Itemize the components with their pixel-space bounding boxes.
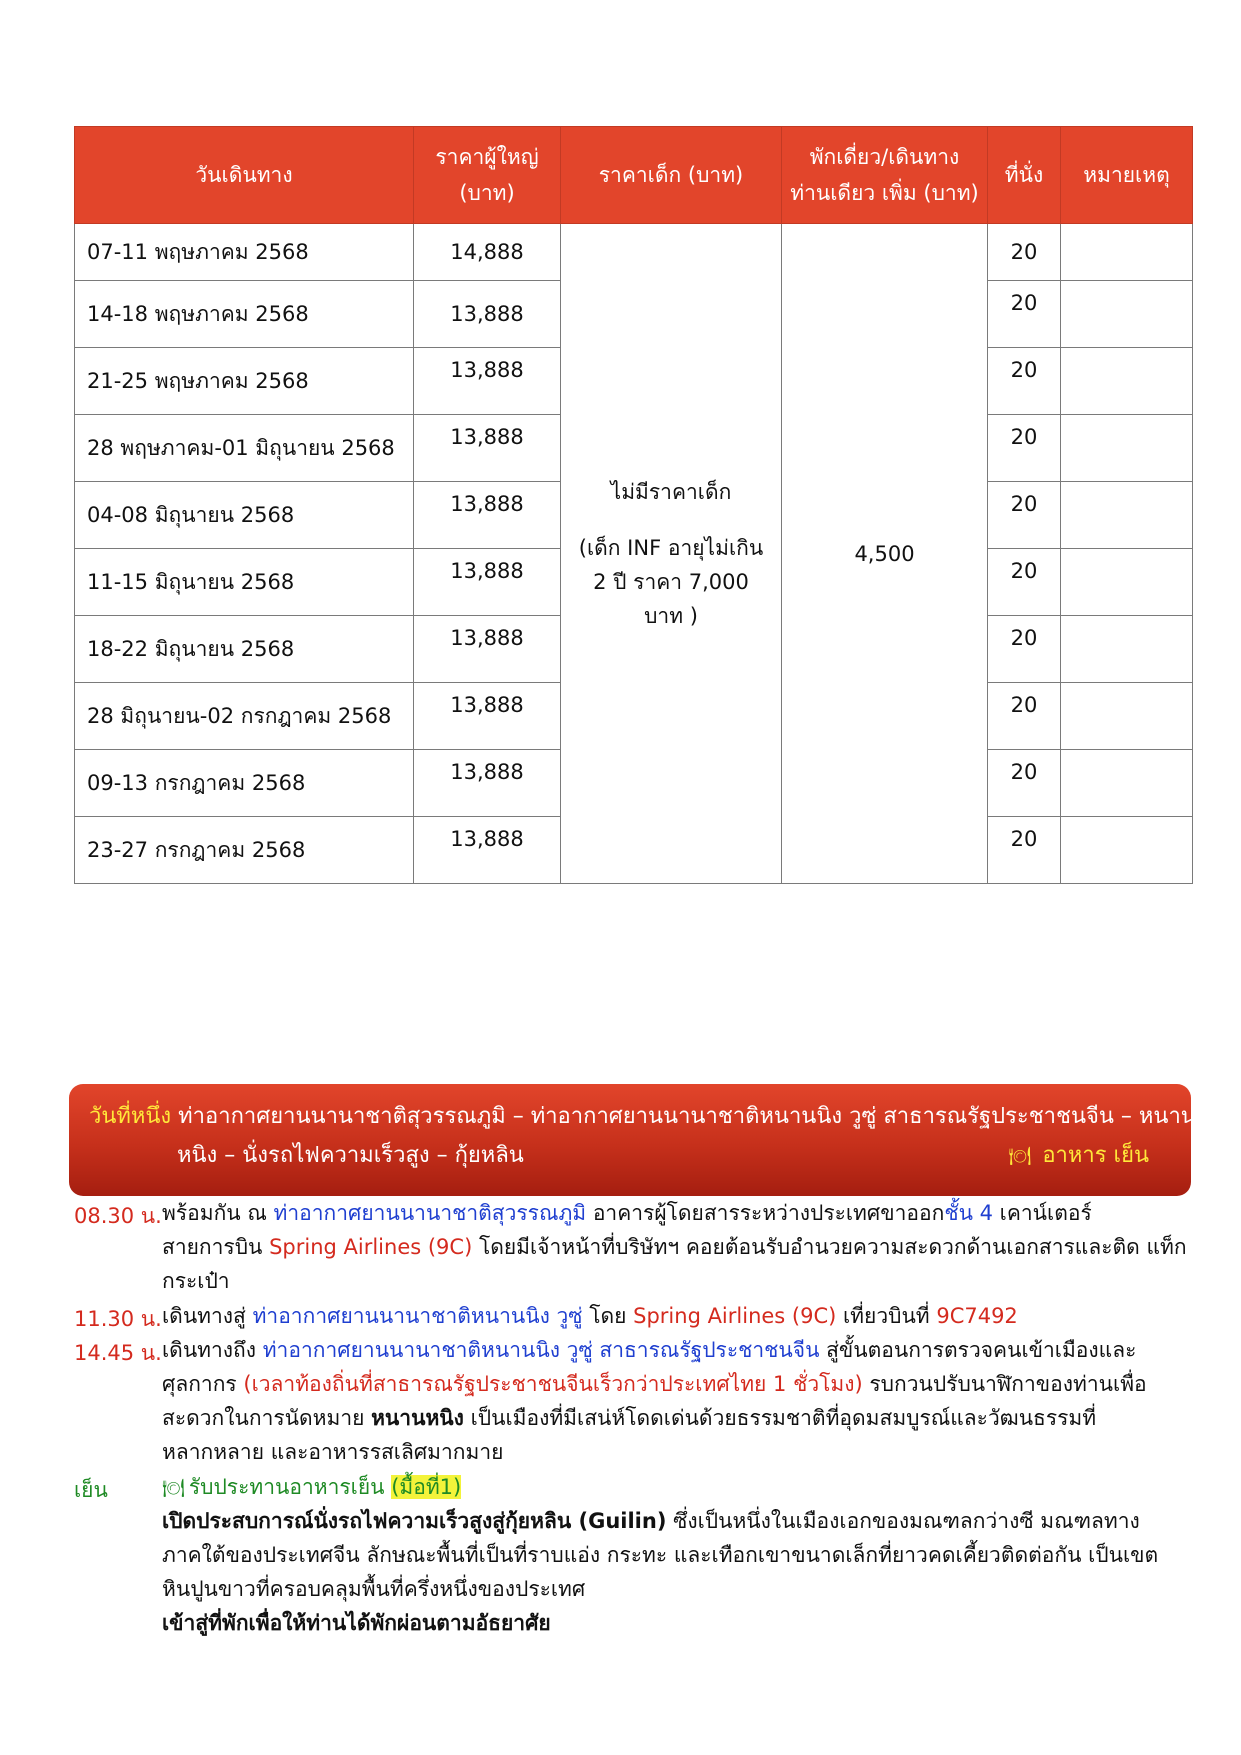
row-adult-price: 13,888 (414, 616, 561, 683)
price-table (74, 126, 1193, 884)
itinerary-item-evening-line1 (162, 1470, 461, 1506)
row-date: 09-13 กรกฎาคม 2568 (75, 750, 414, 817)
row-seats: 20 (988, 817, 1061, 884)
text: ซึ่งเป็นหนึ่งในเมืองเอกของมณฑลกว่างซี มณฑลทาง (666, 1509, 1140, 1533)
dinner-text: รับประทานอาหารเย็น (188, 1475, 392, 1499)
row-adult-price: 13,888 (414, 549, 561, 616)
row-remark (1061, 482, 1193, 549)
row-remark (1061, 817, 1193, 884)
row-seats: 20 (988, 281, 1061, 348)
row-remark (1061, 415, 1193, 482)
header-adult-price: ราคาผู้ใหญ่ (บาท) (414, 127, 561, 224)
table-header-row (75, 127, 1193, 224)
day1-meal-tag (1008, 1137, 1149, 1172)
itinerary-item-0830-line1 (162, 1196, 1092, 1230)
row-date: 18-22 มิถุนายน 2568 (75, 616, 414, 683)
text: อาคารผู้โดยสารระหว่างประเทศขาออก (586, 1201, 945, 1225)
itinerary-item-1445-line2 (162, 1367, 1147, 1401)
row-adult-price: 13,888 (414, 683, 561, 750)
train-highlight: เปิดประสบการณ์นั่งรถไฟความเร็วสูงสู่กุ้ยหลิน (Guilin) (162, 1509, 667, 1533)
text: เที่ยวบินที่ (836, 1304, 937, 1328)
row-adult-price: 13,888 (414, 281, 561, 348)
text: เดินทางสู่ (162, 1304, 253, 1328)
row-seats: 20 (988, 616, 1061, 683)
row-remark (1061, 224, 1193, 281)
row-date: 11-15 มิถุนายน 2568 (75, 549, 414, 616)
header-child-price: ราคาเด็ก (บาท) (561, 127, 782, 224)
row-date: 07-11 พฤษภาคม 2568 (75, 224, 414, 281)
row-date: 23-27 กรกฎาคม 2568 (75, 817, 414, 884)
row-date: 04-08 มิถุนายน 2568 (75, 482, 414, 549)
header-single-supplement: พักเดี่ยว/เดินทาง ท่านเดียว เพิ่ม (บาท) (782, 127, 988, 224)
row-remark (1061, 281, 1193, 348)
row-adult-price: 13,888 (414, 348, 561, 415)
row-remark (1061, 549, 1193, 616)
itinerary-item-evening-line4: หินปูนขาวที่ครอบคลุมพื้นที่ครึ่งหนึ่งของประเทศ (162, 1577, 586, 1601)
itinerary-item-1445-line3 (162, 1401, 1096, 1435)
itinerary-item-1130 (162, 1299, 1018, 1333)
meal-icon: 🍽 (162, 1478, 185, 1499)
itinerary-item-1445-line1 (162, 1333, 1136, 1367)
row-adult-price: 13,888 (414, 750, 561, 817)
itinerary-item-evening-line3: ภาคใต้ของประเทศจีน ลักษณะพื้นที่เป็นที่ราบแอ่ง กระทะ และเทือกเขาขนาดเล็กที่ยาวคดเคี้ยวติดต่อกัน เป็นเขต (162, 1543, 1159, 1567)
text: สายการบิน (162, 1235, 270, 1259)
airline-name: Spring Airlines (9C) (633, 1304, 837, 1328)
airport-suvarnabhumi: ท่าอากาศยานนานาชาติสุวรรณภูมิ (273, 1201, 587, 1225)
row-seats: 20 (988, 683, 1061, 750)
row-remark (1061, 683, 1193, 750)
city-nanning: หนานหนิง (371, 1406, 464, 1430)
time-1445: 14.45 น. (74, 1341, 162, 1365)
row-adult-price: 13,888 (414, 482, 561, 549)
time-1130: 11.30 น. (74, 1307, 162, 1331)
child-price-note: (เด็ก INF อายุไม่เกิน 2 ปี ราคา 7,000 บาท ) (578, 535, 764, 628)
table-row (75, 224, 1193, 281)
row-adult-price: 13,888 (414, 817, 561, 884)
day1-banner (69, 1084, 1196, 1196)
header-date: วันเดินทาง (75, 127, 414, 224)
meal-icon: 🍽 (1008, 1146, 1032, 1167)
row-remark (1061, 750, 1193, 817)
day1-route-line2: หนิง – นั่งรถไฟความเร็วสูง – กุ้ยหลิน (177, 1143, 524, 1168)
text: เป็นเมืองที่มีเสน่ห์โดดเด่นด้วยธรรมชาติที่อุดมสมบูรณ์และวัฒนธรรมที่ (463, 1406, 1097, 1430)
time-0830: 08.30 น. (74, 1204, 162, 1228)
row-seats: 20 (988, 348, 1061, 415)
itinerary-item-evening-line2 (162, 1504, 1140, 1538)
airport-nanning: ท่าอากาศยานนานาชาติหนานนิง วูซู่ (252, 1304, 583, 1328)
itinerary-item-1445-line4: หลากหลาย และอาหารรสเลิศมากมาย (162, 1440, 504, 1464)
single-supplement: 4,500 (782, 224, 988, 884)
child-price-cell (561, 224, 782, 884)
flight-number: 9C7492 (936, 1304, 1018, 1328)
day1-label: วันที่หนึ่ง (89, 1104, 172, 1129)
header-seats: ที่นั่ง (988, 127, 1061, 224)
row-date: 28 มิถุนายน-02 กรกฎาคม 2568 (75, 683, 414, 750)
text: พร้อมกัน ณ (162, 1201, 274, 1225)
row-remark (1061, 616, 1193, 683)
itinerary-item-0830-line3: กระเป๋า (162, 1269, 230, 1293)
row-seats: 20 (988, 482, 1061, 549)
floor: ชั้น 4 (944, 1201, 993, 1225)
time-evening: เย็น (74, 1478, 108, 1502)
row-seats: 20 (988, 224, 1061, 281)
row-adult-price: 14,888 (414, 224, 561, 281)
itinerary-item-0830-line2 (162, 1230, 1187, 1264)
text: เดินทางถึง (162, 1338, 263, 1362)
row-date: 28 พฤษภาคม-01 มิถุนายน 2568 (75, 415, 414, 482)
row-adult-price: 13,888 (414, 415, 561, 482)
text: สะดวกในการนัดหมาย (162, 1406, 372, 1430)
text: โดยมีเจ้าหน้าที่บริษัทฯ คอยต้อนรับอำนวยความสะดวกด้านเอกสารและติด แท็ก (472, 1235, 1187, 1259)
row-remark (1061, 348, 1193, 415)
day1-route-text: ท่าอากาศยานนานาชาติสุวรรณภูมิ – ท่าอากาศยานนานาชาติหนานนิง วูซู่ สาธารณรัฐประชาชนจีน – หนาน (171, 1104, 1196, 1129)
row-date: 21-25 พฤษภาคม 2568 (75, 348, 414, 415)
airport-nanning-china: ท่าอากาศยานนานาชาติหนานนิง วูซู่ สาธารณรัฐประชาชนจีน (262, 1338, 820, 1362)
text: เคาน์เตอร์ (992, 1201, 1092, 1225)
airline-name: Spring Airlines (9C) (269, 1235, 473, 1259)
text: รบกวนปรับนาฬิกาของท่านเพื่อ (862, 1372, 1147, 1396)
row-seats: 20 (988, 415, 1061, 482)
child-price: ไม่มีราคาเด็ก (610, 479, 732, 504)
row-date: 14-18 พฤษภาคม 2568 (75, 281, 414, 348)
time-difference-note: (เวลาท้องถิ่นที่สาธารณรัฐประชาชนจีนเร็วกว่าประเทศไทย 1 ชั่วโมง) (243, 1372, 863, 1396)
row-seats: 20 (988, 549, 1061, 616)
row-seats: 20 (988, 750, 1061, 817)
itinerary-item-evening-line5: เข้าสู่ที่พักเพื่อให้ท่านได้พักผ่อนตามอัธยาศัย (162, 1611, 551, 1635)
day1-route-line1 (89, 1098, 1196, 1133)
text: ศุลกากร (162, 1372, 244, 1396)
text: โดย (582, 1304, 634, 1328)
text: สู่ขั้นตอนการตรวจคนเข้าเมืองและ (819, 1338, 1137, 1362)
header-remark: หมายเหตุ (1061, 127, 1193, 224)
meal-number: (มื้อที่1) (391, 1475, 462, 1499)
day1-meal-text: อาหาร เย็น (1042, 1143, 1149, 1168)
